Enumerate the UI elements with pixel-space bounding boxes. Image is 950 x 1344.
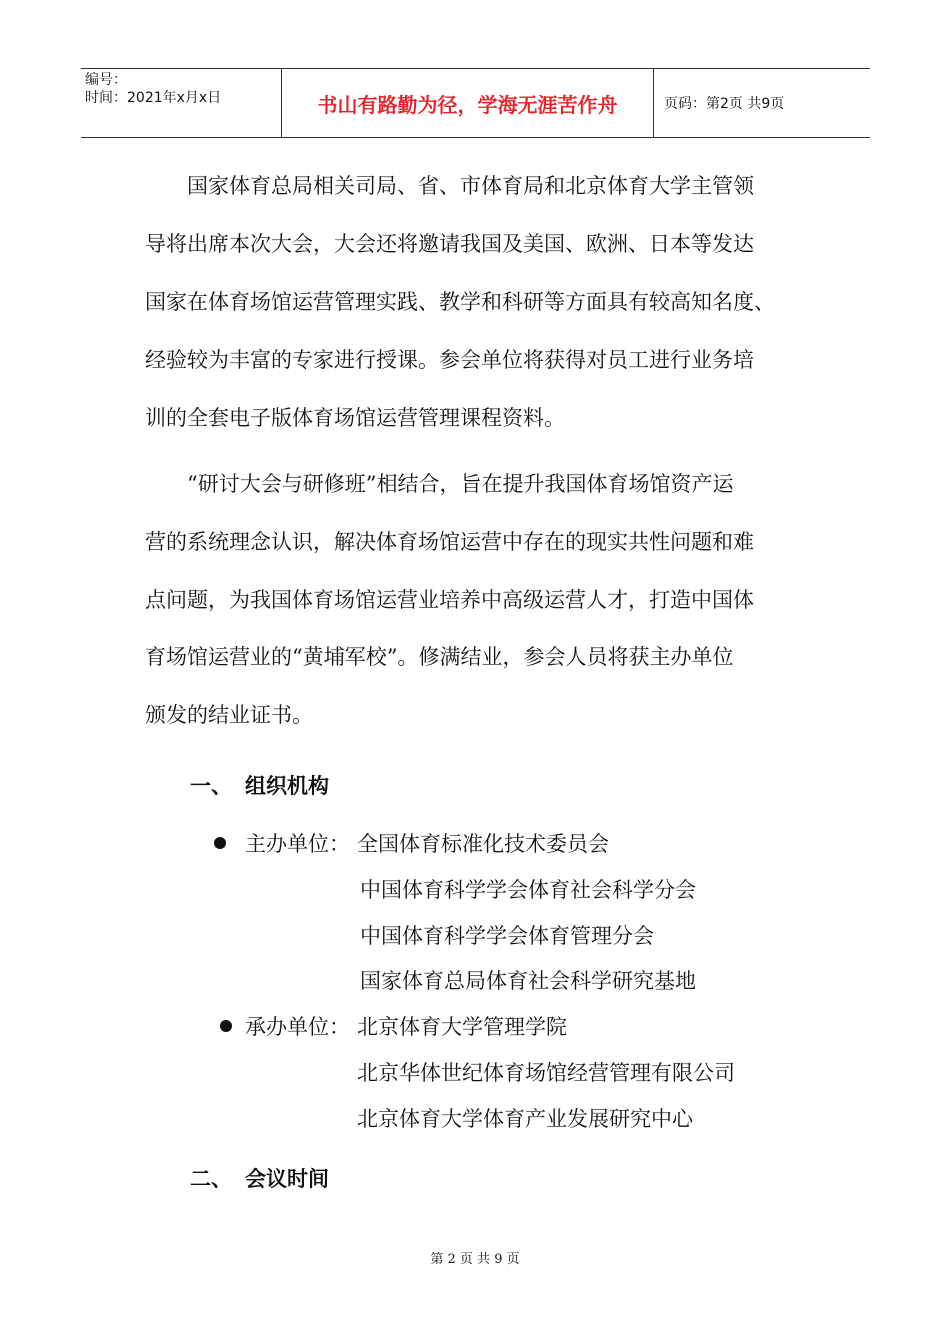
- paragraph-line: 经验较为丰富的专家进行授课。参会单位将获得对员工进行业务培: [145, 348, 754, 372]
- host-item: 中国体育科学学会体育社会科学分会: [360, 878, 696, 902]
- document-date: 时间：2021年x月x日: [85, 90, 222, 106]
- paragraph-line: 颁发的结业证书。: [145, 703, 313, 727]
- paragraph-line: 国家体育总局相关司局、省、市体育局和北京体育大学主管领: [187, 174, 754, 198]
- header-meta: [81, 69, 281, 137]
- header-page-number: 页码：第2页 共9页: [664, 96, 785, 112]
- organizer-item: 北京体育大学体育产业发展研究中心: [357, 1107, 693, 1131]
- paragraph-line: “研讨大会与研修班”相结合，旨在提升我国体育场馆资产运: [187, 472, 734, 496]
- host-item: 国家体育总局体育社会科学研究基地: [360, 969, 696, 993]
- section-number: 一、: [190, 774, 232, 798]
- paragraph-line: 导将出席本次大会，大会还将邀请我国及美国、欧洲、日本等发达: [145, 232, 754, 256]
- host-item: 中国体育科学学会体育管理分会: [360, 924, 654, 948]
- header-motto: 书山有路勤为径，学海无涯苦作舟: [281, 69, 654, 137]
- paragraph-line: 营的系统理念认识，解决体育场馆运营中存在的现实共性问题和难: [145, 530, 754, 554]
- host-item: 全国体育标准化技术委员会: [357, 832, 609, 856]
- host-label: 主办单位：: [245, 832, 350, 856]
- organizer-item: 北京体育大学管理学院: [357, 1015, 567, 1039]
- paragraph-line: 训的全套电子版体育场馆运营管理课程资料。: [145, 406, 565, 430]
- section-number: 二、: [190, 1167, 232, 1191]
- document-number: 编号：: [85, 72, 127, 88]
- bullet-icon: [214, 837, 226, 849]
- organizer-item: 北京华体世纪体育场馆经营管理有限公司: [357, 1061, 735, 1085]
- paragraph-line: 点问题，为我国体育场馆运营业培养中高级运营人才，打造中国体: [145, 588, 754, 612]
- organizer-label: 承办单位：: [245, 1015, 350, 1039]
- section-heading-organization: [190, 770, 329, 800]
- section-heading-meeting-time: [190, 1163, 329, 1193]
- section-title: 组织机构: [245, 774, 329, 798]
- bullet-icon: [220, 1020, 232, 1032]
- page-header: [81, 68, 870, 138]
- page-footer: 第 2 页 共 9 页: [430, 1252, 520, 1267]
- paragraph-line: 育场馆运营业的“黄埔军校”。修满结业，参会人员将获主办单位: [145, 645, 734, 669]
- paragraph-line: 国家在体育场馆运营管理实践、教学和科研等方面具有较高知名度、: [145, 290, 775, 314]
- section-title: 会议时间: [245, 1167, 329, 1191]
